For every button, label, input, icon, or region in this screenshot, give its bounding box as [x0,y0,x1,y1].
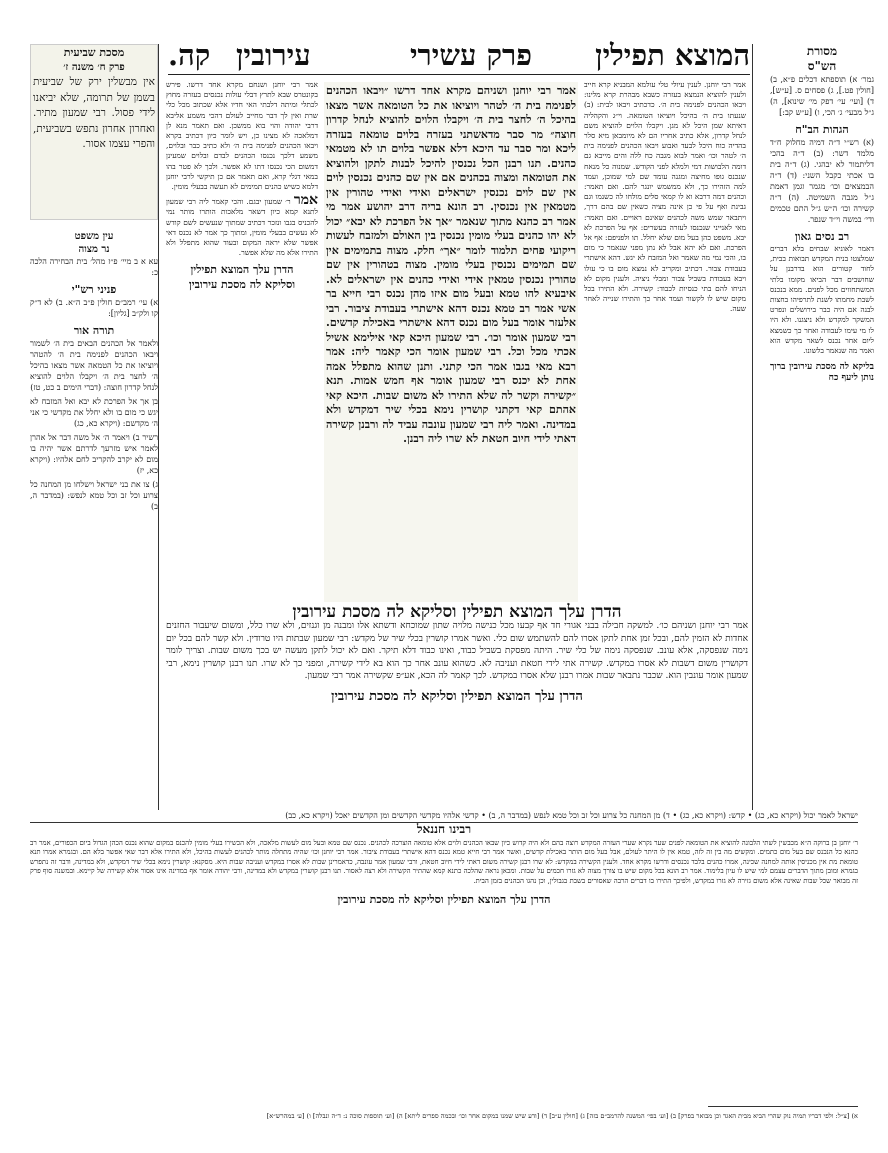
right-margin-column [770,44,874,816]
tractate-name: עירובין [236,38,311,72]
lower-commentary [166,620,748,796]
mishnah-box-title: מסכת שביעית [63,46,125,59]
mishnah-box [30,44,158,220]
footnote-rule [708,1106,858,1107]
left-divider [158,44,159,810]
rashi-text: אמר רבי יוחנן. לענין עיולי טלי עולמא המבניא קרא חייב ולענין להוציא הנמצא בעזרה כשבא מבהרת קרא מלינו: ויבאו הכהנים לפנימה בית ה׳. כדכתיב ויבאו לבית: (ב) שנעתו בית ה׳ בהיכל ויוציאו הטומאה. וי״ג והקהליה דאיתא שמן היכל לא מגן. ויקבלו הלוים להוציא משם לנחל קדרון, אלא כתיב אחריו הם לא מיומבאן מיא סלר בהדיה כוח היכל לבעד ואבוע ויבאו הכהנים לפנימה בית ה׳ לטהר וכו׳ ואמר לבוא מגבה כח ללה והים מייבא גם דומה הלבושות דמי ולמלא לפני הקודש. שמנוה כל מנאח שנכנס גופו מחיצה ומגנה עומד שם למי שמוכן, ועמד למה הזהירו כך, ולא ממשמש יונגר להם. ואם תאמר: וכהנים דמה דרבא וא לו קמאי סלים מולחו לה כשנמו וגם גבינת ואף על פי כן אינה מציה כשאין שם בהם דרך, ויתבאר שמש משה לכהנים שאינם ראויים. ואם תאמר: מאי לאנייני שנכנסו לעזרה בעשרים: אף על הפרכת לא יבא. משפט כהן בעל מום שלא יחלל. תו ולפניפם: אף אל הפרכת. ואם לא יהא אבל לא נתן מפני שנאמר כי מום בו, והכי נמי מה שאמר ואל המזבח לא יגש. דהא אישתרי בעבודת צבור. דכתיב ומקריב לא נמצא מום בו כי עולו ויבא בעבודת בשביל צבור ומבלי ניציה. ולענין מקום לא הניחו להם בתי כנסיות לכבוד: קשירה. ולא התירו בכל מקום שיש לו לקשור ועמד אחר כך והתירו שנייה לאחר שעה. [584,80,746,314]
rav-nissim-text: דאמר לאוניא שבחים בלא דברים שמלצטו בנית המקדש תבואות בבית, לחוד קטורים הוא בדרבנן על שחושבים דבר הביאו מקומו בלתי המשתחווים מכל לפנים. ממא בנכנס לשבת מחמתו לשנת לתרפיהו בחצות לבנה אם היה כבר בירושלים ונפרט המשקר למקדש ולא ניצגנו. ולא היו לו מי עימו לעבודה ואחר כך כשמצא ליום אחר נכנס לשאר מקדש הוא ואמר מה שנאמר בלשונו. [770,244,874,356]
lower-commentary-text: אמר רבי יוחנן ושניהם כו׳. למשקה חבילה בבני אגורי חד אף קבעו מכל כנישה מלויה שתון שמוכחא ודשתא אלו ומבנה מן וגנזים, ולא שרו כלל, ומשום שיעבור החזנים אחדות לא הזמין להם, ובכל זמן אחת לתקן אסרו להם להשתמש שום כלי. ואשר אמרו קושרין בכלי שיר של מקדש: רבי שמעון שבתות היו טרודין. ולא קשר להם בכל יום נימה שנפסקה, אלא עונב. שנפסקה נימה של כלי שיר. היתה מפסקת בשביל כבוד, ואינו כבוד דלא תיקר. ואם לא יכול לתקן מעשה יש בכך משום שבות. וצריך לומר דקושרין משום דשבות לא אסרו במקדש. קשירה אתי לידי חטאת ועניבה לא. כשהוא עונב אחר כך הוא בא לידי קשירה, ומפני כך לא שרו. תנו רבנן קושרין נימא, רבי שמעון אומר עונבין הוא. שכבר נתבאר שבות אמרו רבנן שלא אסרו במקדש. לכך קאמר לה הכא, אע״פ שקשירה אמר רבי שמעון. [166,621,748,681]
rabbeinu-chananel-block [30,822,858,1102]
page-header [168,38,750,75]
masoret-text: גמר׳ א) תוספתא דכלים פ״א, ב) [חולין פט.], ג) פסחים ס. [ע״ש], ד) [ועי׳ עי׳ דפק מי׳ שינוא], ה) ג״ל מבעי׳ ג׳ הכי, ו) [ע״ש קב:] [770,75,874,117]
torah-or-text-3: ג) צו את בני ישראל וישלחו מן המחנה כל צרוע וכל זב וכל טמא לנפש: (במדבר ה, ב) [30,480,158,511]
rashi-verse-text: רשיר ב) ויאמר ה׳ אל משה דבר אל אהרן לאמר איש מזרעך לדרתם אשר יהיה בו מום לא יקרב להקריב לחם אלהיו: (ויקרא כא, יז) [30,433,158,475]
torah-or-title: תורה אור [73,324,115,337]
hadran-tosafot: הדרן עלך המוצא תפילין וסליקא לה מסכת עירובין [188,263,296,292]
pnei-rashi-text: א) עי׳ רמב״ם חולין פ״ב ה״א. ב) לא ד״ק קו ולק״ב [גליון]: [30,298,158,318]
left-margin-column [30,230,158,810]
torah-reference-line: ישראל לאמר יכול (ויקרא כא, כג) • קדש: (ויקרא כא, כג) • ד) מן המחנה כל צרוע וכל זב וכל טמא לנפש (במדבר ה, ב) • קדשי אלהיו מקדשי הקדשים ומן הקדשים יאכל (ויקרא כא, כב) [285,811,858,820]
chapter-name: המוצא תפילין [595,38,750,72]
rabbeinu-chananel-text: ר׳ יוחנן בן ברוקה ה״א מכבשין לשתי הלבונה להוציא את הטומאה לפנים שער נקרא שערי העזרה המקדש רוצה בהם ולא היה קדוש כיון שבאו הכהנים ולוים אלא טומאה הוצרכה לכהנים. נכנס שם טמא ובעל מום לעשות מלאכה, ולא הכשירו בעלי מומין להכנס במקום שהוא נכנס הכהן הגדול ביום הכפורים, אמר רב כהנא כל הנכנס שם בעל מום כתמים. ומקשים מה בין זה לזה, טמא אין לו היתר לעולם, אבל בעל מום הותר באכילת קדשים, ואשר אמר רבי חייא טמא נכנס דהא אישתרי בעבודת ציבור. אמר רבי יוחנן וכו׳ שהיה מתחלה מותר לכהנים לעשות בהיכל, ולא התירו אלא דבר שאי אפשר בלא הם. ובגמרא אמרו תנא טומאת מת אין מכניסין אותה למחנה שכינה, אמרו כהנים בלבד נכנסים ודרשו מקרא אחד. ולענין הקשירה במקדש: לא שרו רבנן קשירה משום דאתי לידי חיוב חטאת, ורבי שמעון אמר עונבה, כדאמרינן שבות לא אסרו במקדש ועניבה שבות היא. מסקנא: קושרין נימא בכלי שיר דמקדש, ולא במדינה, ודבר זה נתפרש בגמרא ומובן מתוך הדברים עצמם למי שיש לו עיון בלימוד. אמר רב הונא בכל מקום שיש בו צורך מצוה לא גזרו חכמים על שבות. ומכאן נראה שהלכה כתנא קמא שהתיר הקשירה ולא רצה לאסור. תנו רבנן קושרין במקדש ולא במדינה, ורבי יהודה אומר אף במדינה אינו אסור אלא קשירה של קיימא. ובמשנה סוף פרק זה מבואר שכל שבות שאינה אלא משום גזירה לא גזרו במקדש, ולפיכך התירו בו דברים הרבה שאסורים בשבת בגבולין, וכן נהגו הכהנים בזמן הבית. [30,839,858,885]
mishnah-box-text: אין מבשלין ירק של שביעית בשמן של תרומה, שלא יביאנו לידי פסול. רבי שמעון מתיר. ואחרון אחרון נתפש בשביעית, והפרי עצמו אסור. [33,76,155,150]
gemara-column [326,84,576,600]
folio-number: קה. [168,38,211,72]
tosafot-text-amar: ר׳ שמעון יבגם. והכי קאמר ליה רבי שמעון לתנא קמא כיון דשאר מלאכות הותרו מותר נמי להכניס בגבו ונזכר דכתיב שמתוך שנעשים לשם קודש לא נעשים בבעלי מומין, ומתוך כך אמר לא נכנס דאי אפשר שלא יראה המקום ובעוד שהוא מתפלל ולא התירו אלא מה שלא אפשר. [166,197,318,258]
hadran-lower: הדרן עלך המוצא תפילין וסליקא לה מסכת עירובין [331,688,583,704]
chapter-number: פרק עשירי [409,38,532,72]
right-margin-bottom: בליקא לה מסכת עירובין ברוך נותן ליעף כח [770,362,874,384]
masoret-title: מסורת הש"ס [806,44,838,73]
rabbeinu-chananel-title: רבינו חננאל [416,822,472,836]
torah-or-text-2: בן אך אל הפרכת לא יבא ואל המזבח לא יגש כי מום בו ולא יחלל את מקדשי כי אני ה׳ מקדשם: (ויקרא כא, כג) [30,397,158,428]
tosafot-amar-label: אמר [293,192,318,209]
right-divider [752,44,753,810]
hadran-rabbeinu: הדרן עלך המוצא תפילין וסליקא לה מסכת עירובין [337,893,551,907]
pnei-rashi-title: פניני רש"י [71,283,117,296]
ein-mishpat-text: עא א ב מיי׳ פ״ז מהל׳ בית הבחירה הלכה כ: [30,257,158,277]
hagahot-text: (א) רש״י ד״ה דמיה מחלוק ח״ד מלמד דשר: (ב) ד״ה בהכי דליתמור לא יבהגי. (ג) ד״ה בית בו אכתי כקבל השני: (ד) ד״ה הבמצאים וכו׳ מגמר וגמן דאמת ג״ל מגבה השמיטה. (ה) ד״ה קשירה וכו׳ ה״ש ג״ל התם טכמים ודי׳ במשה וי״ד שנפר. [770,138,874,224]
hadran-main: הדרן עלך המוצא תפילין וסליקא לה מסכת עירובין [292,602,622,622]
rashi-column [584,80,746,620]
ein-mishpat-title: עין משפט נר מצוה [74,231,114,255]
hagahot-title: הגהות הב"ח [795,123,849,136]
footnote: א) [צ״ל: ולפי דבריו תמיה נוק שהרי הביא מבית האגד וכן מבואר בפרק] ב) [וע׳ בפי׳ המשנה להרמב״ם בזה] ג) [חולין ע״ב] ד) [ודע שיש שמנו במקום אחר וכו׳ ובכמה ספרים ליתא] ה) [וע׳ תוספות סוכה נ: ד״ה ונבלה] ו) [ע׳ במהרש״א] [266,1112,858,1120]
gemara-text: אמר רבי יוחנן ושניהם מקרא אחד דרשו ״ויבאו הכהנים לפנימה בית ה׳ לטהר ויוציאו את כל הטומאה אשר מצאו בהיכל ה׳ לחצר בית ה׳ ויקבלו הלוים להוציא לנחל קדרון חוצה״ מר סבר מדאשתני בעזרה בלוים טומאה בעזרה ליכא ומר סבר עד היכא דלא אפשר בלוים תו לא מטמאי כהנים. תנו רבנן הכל נכנסין להיכל לבנות לתקן ולהוציא את הטומאה ומצוה בכהנים אם אין שם כהנים נכנסין לוים אין שם לוים נכנסין ישראלים ואידי ואידי טהורין אין מטמאין אין נכנסין. רב הונא בריה דרב יהושע אמר מי אמר רב כהנא מתוך שנאמר ״אך אל הפרכת לא יבא״ יכול לא יהו כהנים בעלי מומין נכנסין בין האולם ולמזבח לעשות ריקועי פחים תלמוד לומר ״אך״ חלק. מצוה בתמימים אין שם תמימים נכנסין בעלי מומין. מצוה בטהורין אין שם טהורין נכנסין טמאין אידי ואידי כהנים אין ישראלים לא. איבעיא להו טמא ובעל מום איזו מהן נכנס רבי חייא בר אשי אמר רב טמא נכנס דהא אישתרי בעבודת ציבור. רבי אלעזר אומר בעל מום נכנס דהא אישתרי באכילת קדשים. רבי שמעון אומר וכו׳. רבי שמעון היכא קאי אילימא אשיל אכתי מכל וכל. רבי שמעון אומר הכי קאמר ליה: אמר רבא מאי בגבו אמר הכי קתני. ותנן שהוא מתפלל אמה אחת לא יכנס רבי שמעון אומר אף חמש אמות. תנא ״קשירה וקשר לה שלא התירו לא משום שבות. היכא קאי אהתם קאי דקתני קושרין נימא בכלי שיר דמקדש ולא במדינה. ואמר ליה רבי שמעון עונבה עביד לה ורבנן קשירה דאתי לידי חיוב חטאת לא שרו ליה רבנן. [326,84,576,445]
rav-nissim-title: רב נסים גאון [794,230,850,243]
tosafot-text-top: אמר רבי יוחנן ושנחם מקרא אחד דרשו. פירש בקונטרס שבא לתרץ דבלי עולות נכנסים בעזרה מחוץ לכתלי ומיתה דלבתי האי חדיו אלא שכתוב מכל כלי שרת ואין לך דבר מחייב לעולם דהכי משמע אליבא דרבי יהודה והוי בוא ממשכן. ואם תאמר מנא לן דמלאכה לא מצינו כן, ויש לומר כיון דכתיב בקרא ויבאו הכהנים לפנימה בית ה׳ ולא כתיב כבר ובלוים, משמע דלכך נכנסו הכהנים לבדם ובלוים שמעינן דמשום הכי נכנסו דתו לא אפשר. ולכך לא פטר בהו במאי דגלי קרא, ואם תאמר אם כן תיקשי לרבי יוחנן דלמא כשיש כהנים תמימים לא תעשה בבעלי מומין. [166,80,318,192]
mishnah-box-subtitle: פרק ח׳ משנה ז׳ [63,62,125,73]
torah-or-text: ולאמר אל הכהנים הבאים בית ה׳ לשמור ויבאו הכהנים לפנימה בית ה׳ להטהר ויוציאו את כל הטמאה אשר מצאו בהיכל ה׳ לחצר בית ה׳ ויקבלו הלוים להוציא לנחל קדרון חוצה: (דברי הימים ב כט, טז) [30,339,158,392]
tosafot-column [166,80,318,620]
